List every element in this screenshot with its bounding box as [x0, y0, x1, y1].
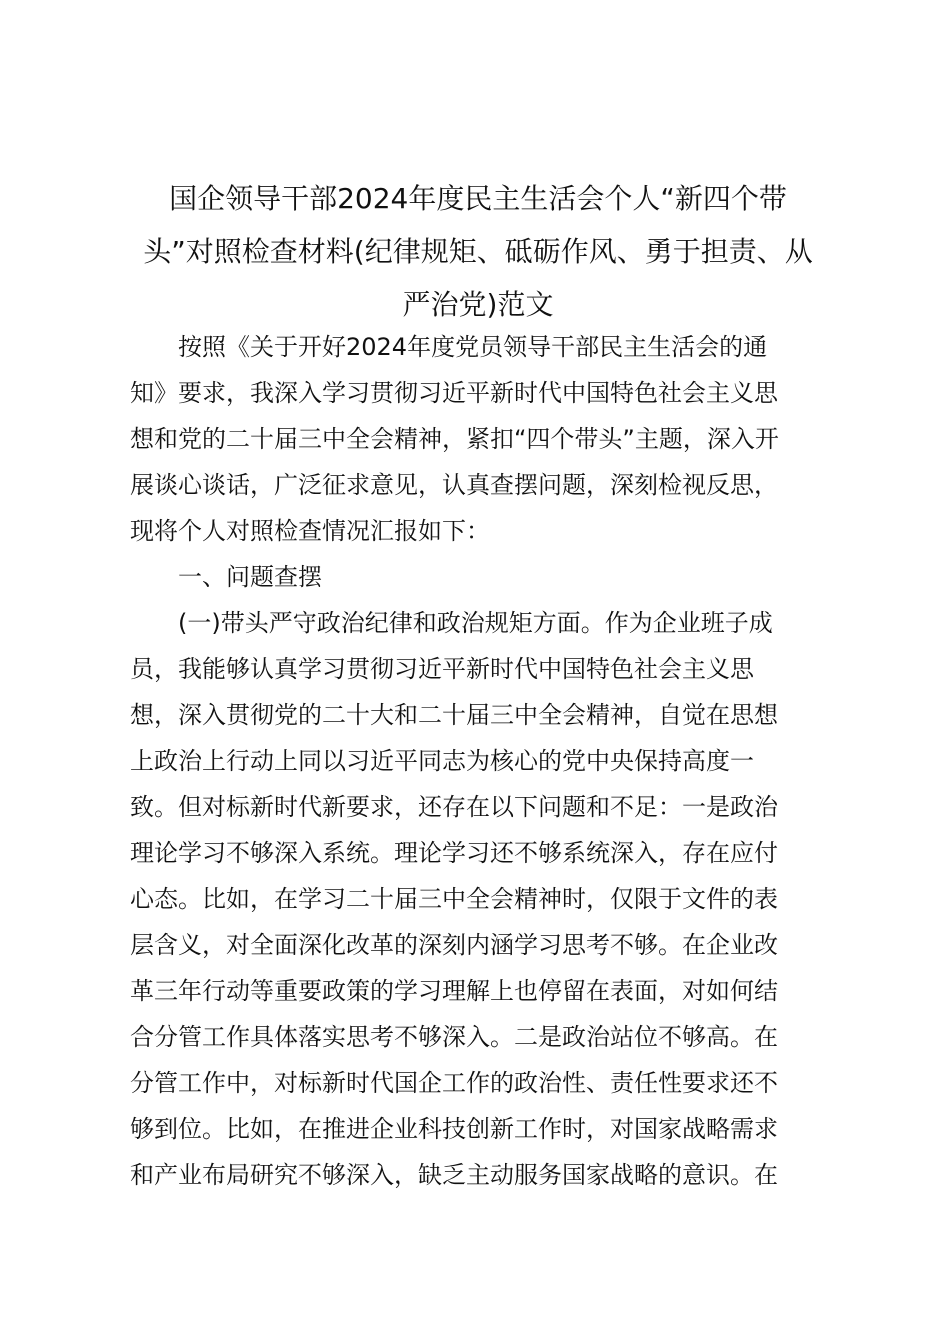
paragraph-intro-line-3: 想和党的二十届三中全会精神，紧扣“四个带头”主题，深入开: [130, 425, 779, 453]
paragraph-section-line-7: 心态。比如，在学习二十届三中全会精神时，仅限于文件的表: [130, 885, 778, 913]
paragraph-section-line-9: 革三年行动等重要政策的学习理解上也停留在表面，对如何结: [130, 977, 778, 1005]
title-line-3: 严治党)范文: [402, 288, 554, 321]
paragraph-section-line-1: (一)带头严守政治纪律和政治规矩方面。作为企业班子成: [178, 609, 773, 637]
paragraph-intro-line-4: 展谈心谈话，广泛征求意见，认真查摆问题，深刻检视反思，: [130, 471, 778, 499]
paragraph-section-line-6: 理论学习不够深入系统。理论学习还不够系统深入，存在应付: [130, 839, 778, 867]
paragraph-intro-line-1: 按照《关于开好2024年度党员领导干部民主生活会的通: [178, 333, 768, 361]
paragraph-section-line-5: 致。但对标新时代新要求，还存在以下问题和不足：一是政治: [130, 793, 778, 821]
paragraph-section-line-8: 层含义，对全面深化改革的深刻内涵学习思考不够。在企业改: [130, 931, 778, 959]
paragraph-section-line-13: 和产业布局研究不够深入，缺乏主动服务国家战略的意识。在: [130, 1161, 778, 1189]
title-line-2: 头”对照检查材料(纪律规矩、砥砺作风、勇于担责、从: [143, 235, 813, 268]
document-title: [130, 172, 826, 331]
paragraph-section-line-10: 合分管工作具体落实思考不够深入。二是政治站位不够高。在: [130, 1023, 778, 1051]
paragraph-section-line-11: 分管工作中，对标新时代国企工作的政治性、责任性要求还不: [130, 1069, 778, 1097]
paragraph-intro-line-2: 知》要求，我深入学习贯彻习近平新时代中国特色社会主义思: [130, 379, 778, 407]
document-body: [130, 324, 820, 1198]
paragraph-section-line-4: 上政治上行动上同以习近平同志为核心的党中央保持高度一: [130, 747, 754, 775]
paragraph-section-line-12: 够到位。比如，在推进企业科技创新工作时，对国家战略需求: [130, 1115, 778, 1143]
paragraph-section-line-3: 想，深入贯彻党的二十大和二十届三中全会精神，自觉在思想: [130, 701, 778, 729]
section-heading: 一、问题查摆: [178, 563, 322, 591]
paragraph-intro-line-5: 现将个人对照检查情况汇报如下：: [130, 517, 490, 545]
paragraph-section-line-2: 员，我能够认真学习贯彻习近平新时代中国特色社会主义思: [130, 655, 754, 683]
title-line-1: 国企领导干部2024年度民主生活会个人“新四个带: [169, 182, 787, 215]
